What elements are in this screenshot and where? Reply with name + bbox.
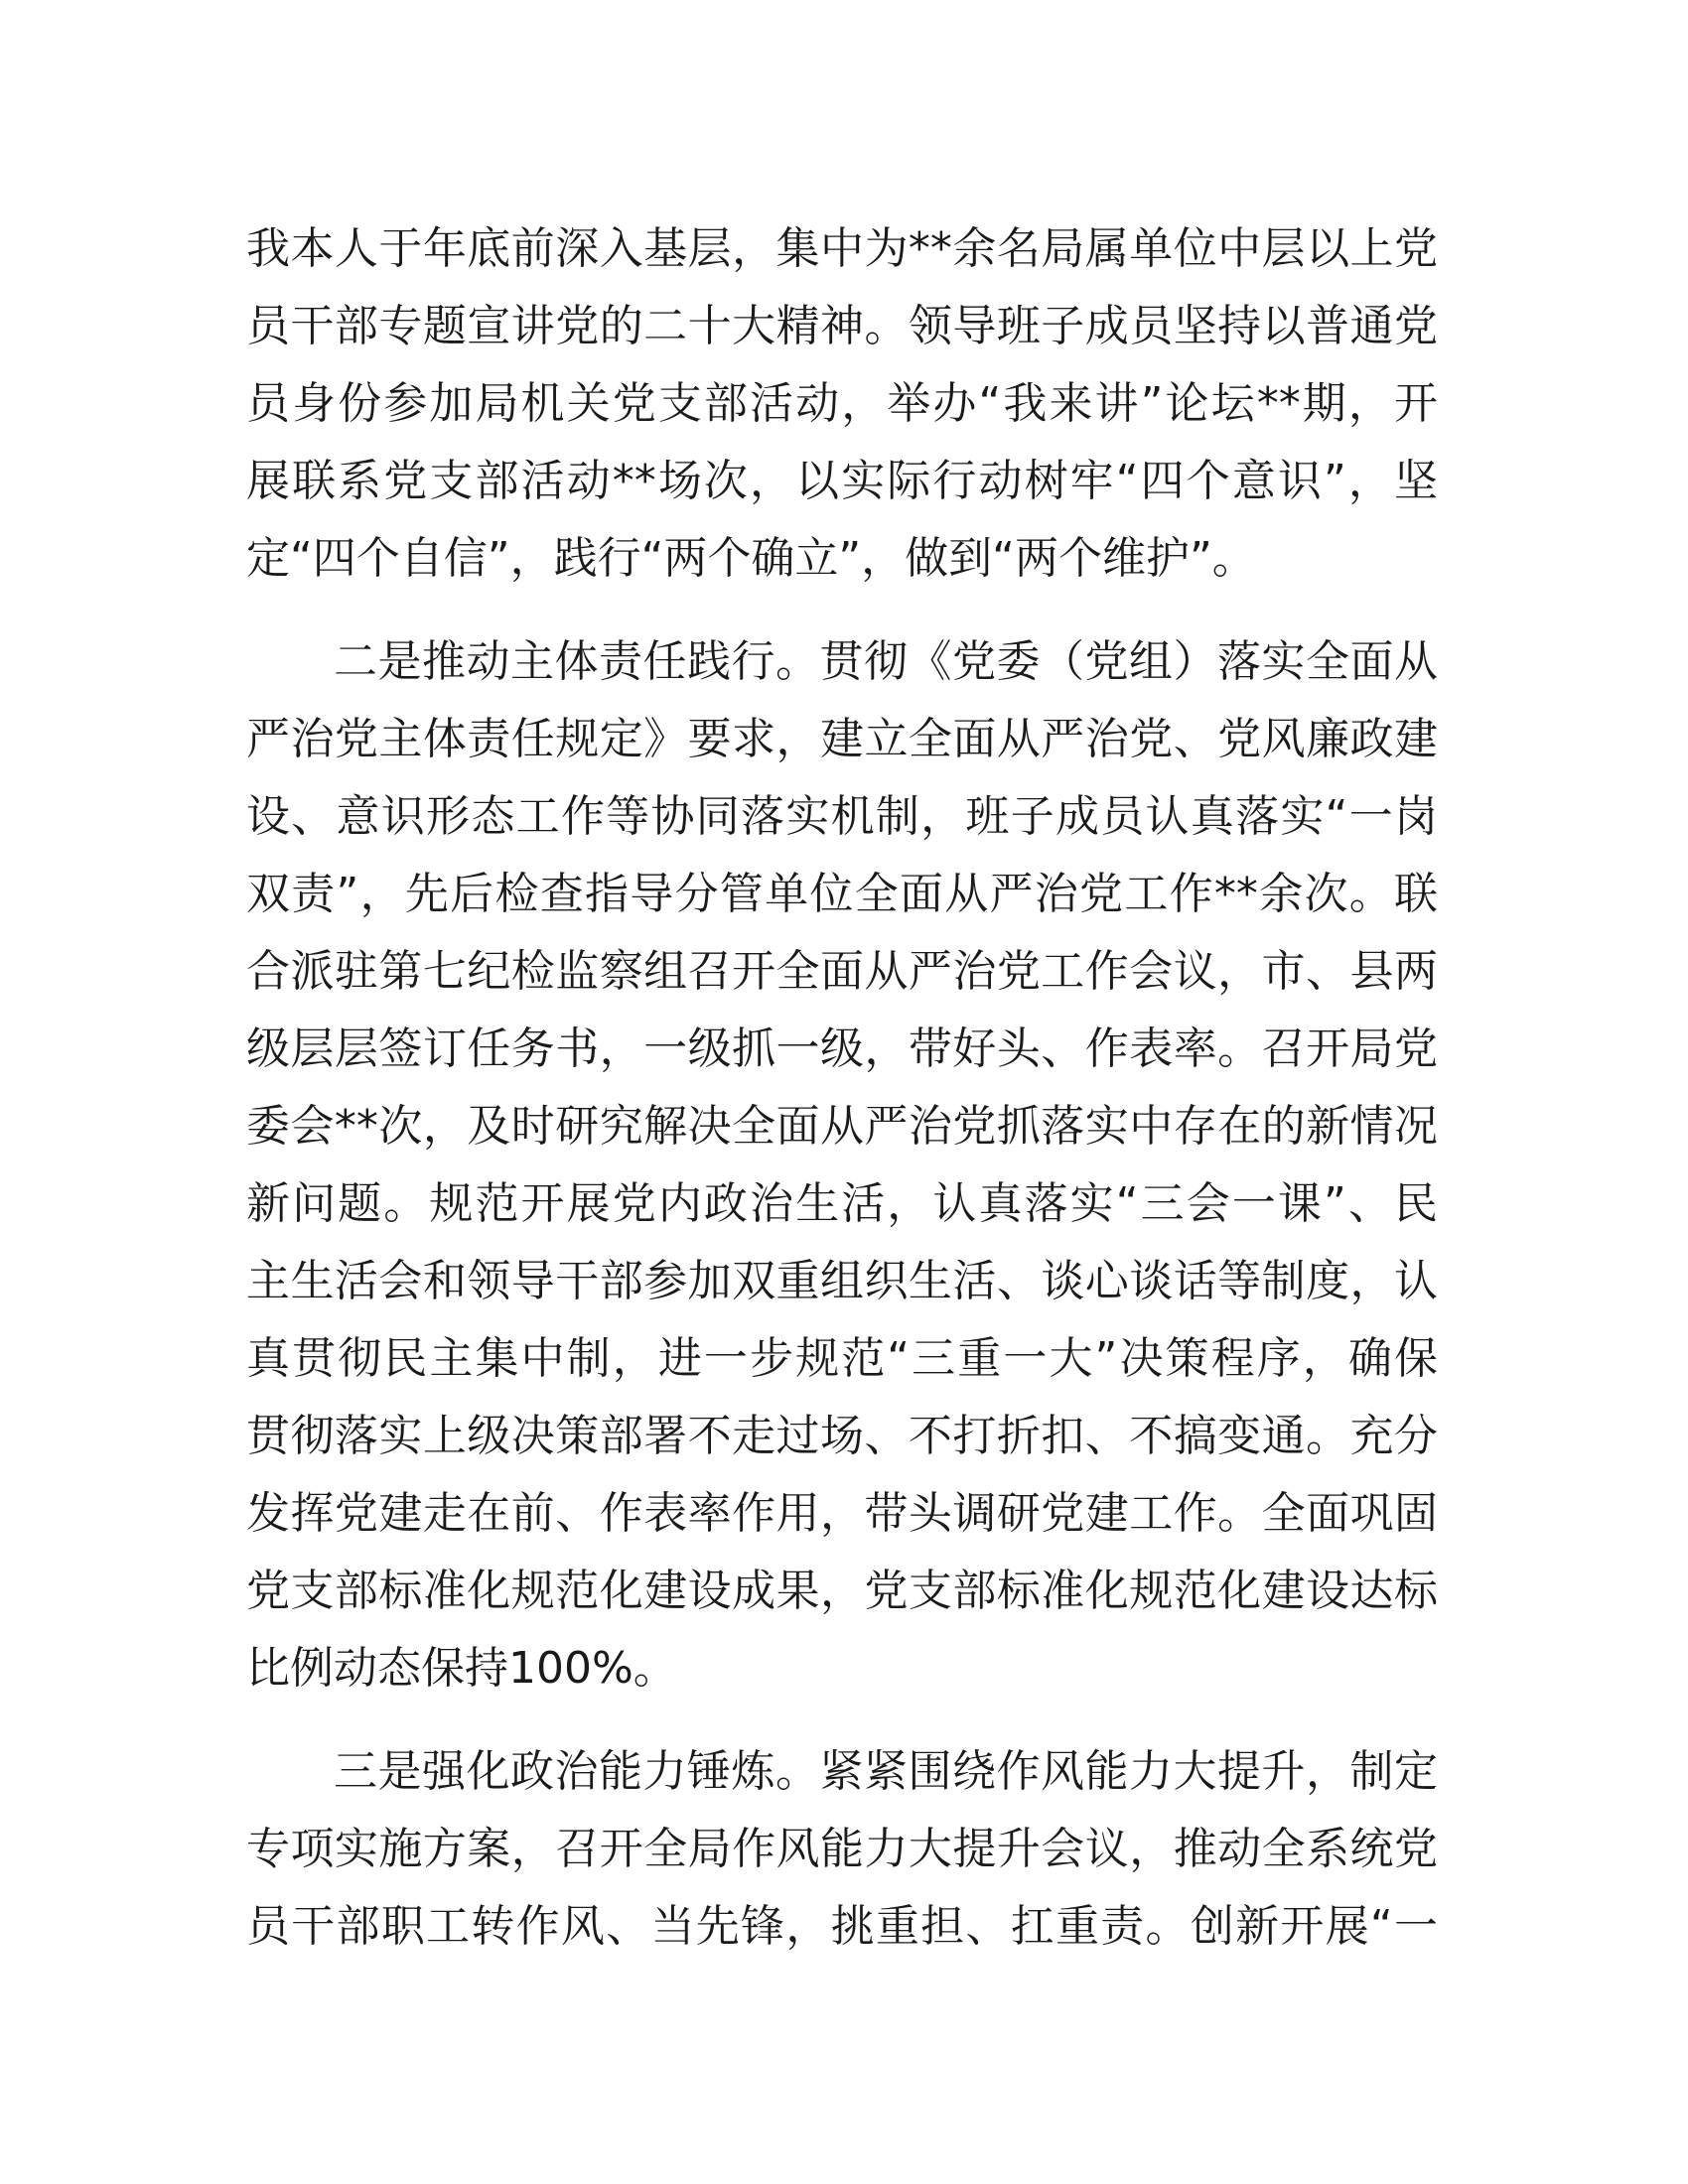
text-line: 贯彻落实上级决策部署不走过场、不打折扣、不搞变通。充分 — [246, 1411, 1438, 1461]
text-line: 三是强化政治能力锤炼。紧紧围绕作风能力大提升，制定 — [334, 1746, 1438, 1797]
text-line: 真贯彻民主集中制，进一步规范“三重一大”决策程序，确保 — [246, 1333, 1438, 1384]
text-line: 党支部标准化规范化建设成果，党支部标准化规范化建设达标 — [246, 1566, 1438, 1616]
text-line: 级层层签订任务书，一级抓一级，带好头、作表率。召开局党 — [246, 1024, 1438, 1074]
text-line: 双责”，先后检查指导分管单位全面从严治党工作**余次。联 — [246, 869, 1438, 919]
text-line: 主生活会和领导干部参加双重组织生活、谈心谈话等制度，认 — [246, 1256, 1438, 1306]
text-line: 设、意识形态工作等协同落实机制，班子成员认真落实“一岗 — [246, 791, 1438, 842]
text-line: 员身份参加局机关党支部活动，举办“我来讲”论坛**期，开 — [246, 378, 1438, 429]
text-line: 我本人于年底前深入基层，集中为**余名局属单位中层以上党 — [246, 223, 1438, 274]
text-line: 发挥党建走在前、作表率作用，带头调研党建工作。全面巩固 — [246, 1488, 1438, 1539]
text-line: 展联系党支部活动**场次，以实际行动树牢“四个意识”，坚 — [246, 456, 1438, 506]
paragraph-3 — [246, 1733, 1438, 1966]
text-line: 委会**次，及时研究解决全面从严治党抓落实中存在的新情况 — [246, 1101, 1438, 1152]
text-line: 新问题。规范开展党内政治生活，认真落实“三会一课”、民 — [246, 1178, 1438, 1229]
text-line: 专项实施方案，召开全局作风能力大提升会议，推动全系统党 — [246, 1824, 1438, 1874]
text-line: 二是推动主体责任践行。贯彻《党委（党组）落实全面从 — [334, 636, 1438, 687]
paragraph-2 — [246, 623, 1438, 1707]
paragraph-1 — [246, 210, 1438, 598]
text-line: 比例动态保持100%。 — [246, 1643, 677, 1694]
text-line: 定“四个自信”，践行“两个确立”，做到“两个维护”。 — [246, 533, 1256, 584]
text-line: 严治党主体责任规定》要求，建立全面从严治党、党风廉政建 — [246, 714, 1438, 764]
text-line: 员干部专题宣讲党的二十大精神。领导班子成员坚持以普通党 — [246, 301, 1438, 351]
document-body — [246, 210, 1438, 1966]
text-line: 员干部职工转作风、当先锋，挑重担、扛重责。创新开展“一 — [246, 1901, 1438, 1952]
text-line: 合派驻第七纪检监察组召开全面从严治党工作会议，市、县两 — [246, 946, 1438, 997]
